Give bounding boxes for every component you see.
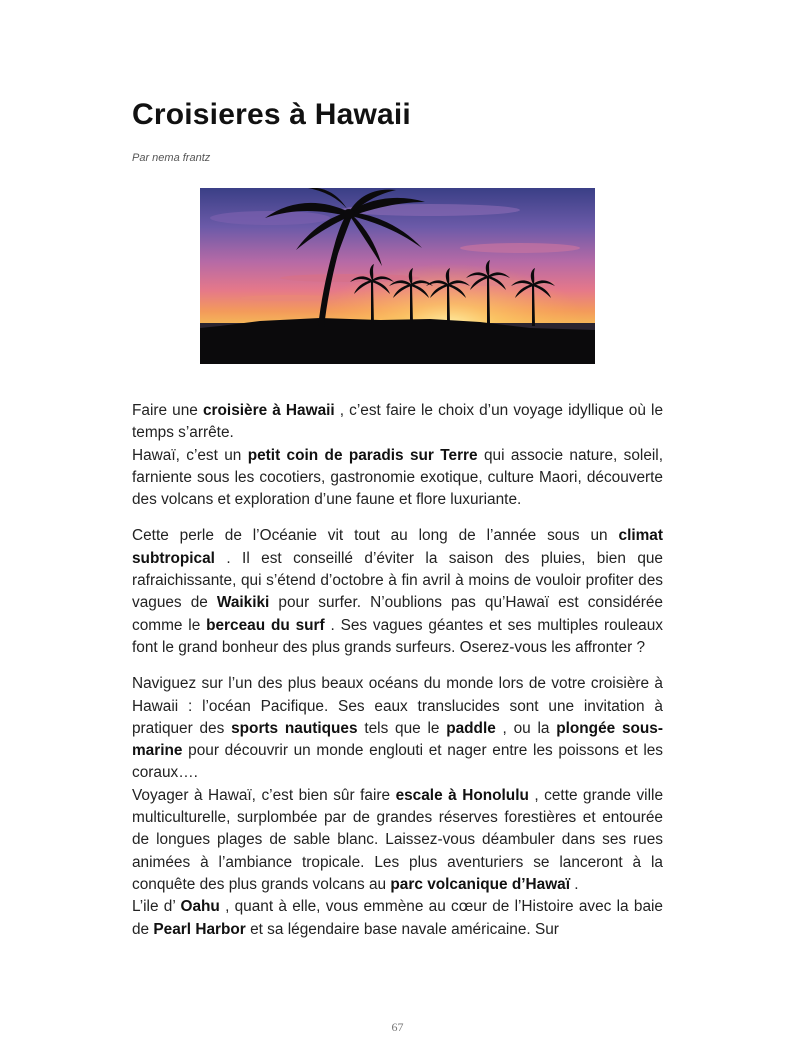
paragraph-honolulu: Voyager à Hawaï, c’est bien sûr faire escale à Honolulu , cette grande ville multiculturelle, surplombée par de grandes réserves forestières et entourée de longues plages de sable blanc. Laissez-vous déambuler dans ses rues animées à l’ambiance tropicale. Les plus aventuriers se lanceront à la conquête des plus grands volcans au parc volcanique d’Hawaï . — [132, 786, 664, 893]
page-title: Croisieres à Hawaii — [132, 98, 411, 131]
paragraph-oahu: L’ile d’ Oahu , quant à elle, vous emmène au cœur de l’Histoire avec la baie de Pearl Harbor et sa légendaire base navale américaine. Sur — [132, 898, 663, 938]
paragraph-ocean: Naviguez sur l’un des plus beaux océans du monde lors de votre croisière à Hawaii : l’océan Pacifique. Ses eaux translucides sont une invitation à pratiquer des sports nautiques tels que le paddle , ou la plongée sous-marine pour découvrir un monde englouti et nager entre les poissons et les coraux…. — [132, 675, 663, 782]
author-byline: Par nema frantz — [132, 152, 211, 164]
article-body — [132, 400, 663, 941]
hero-image-sunset-palms — [200, 188, 595, 364]
paragraph-climate: Cette perle de l’Océanie vit tout au long de l’année sous un climat subtropical . Il est conseillé d’éviter la saison des pluies, bien que rafraichissante, qui s’étend d’octobre à fin avril à moins de vouloir profiter des vagues de Waikiki pour surfer. N’oublions pas qu’Hawaï est considérée comme le berceau du surf . Ses vagues géantes et ses multiples rouleaux font le grand bonheur des plus grands surfeurs. Oserez-vous les affronter ? — [132, 527, 663, 656]
page-number: 67 — [391, 1020, 404, 1034]
paragraph-paradise: Hawaï, c’est un petit coin de paradis sur Terre qui associe nature, soleil, farniente sous les cocotiers, gastronomie exotique, culture Maori, découverte des volcans et exploration d’une faune et flore luxuriante. — [132, 446, 663, 509]
paragraph-intro: Faire une croisière à Hawaii , c’est faire le choix d’un voyage idyllique où le temps s’arrête. — [132, 402, 664, 442]
